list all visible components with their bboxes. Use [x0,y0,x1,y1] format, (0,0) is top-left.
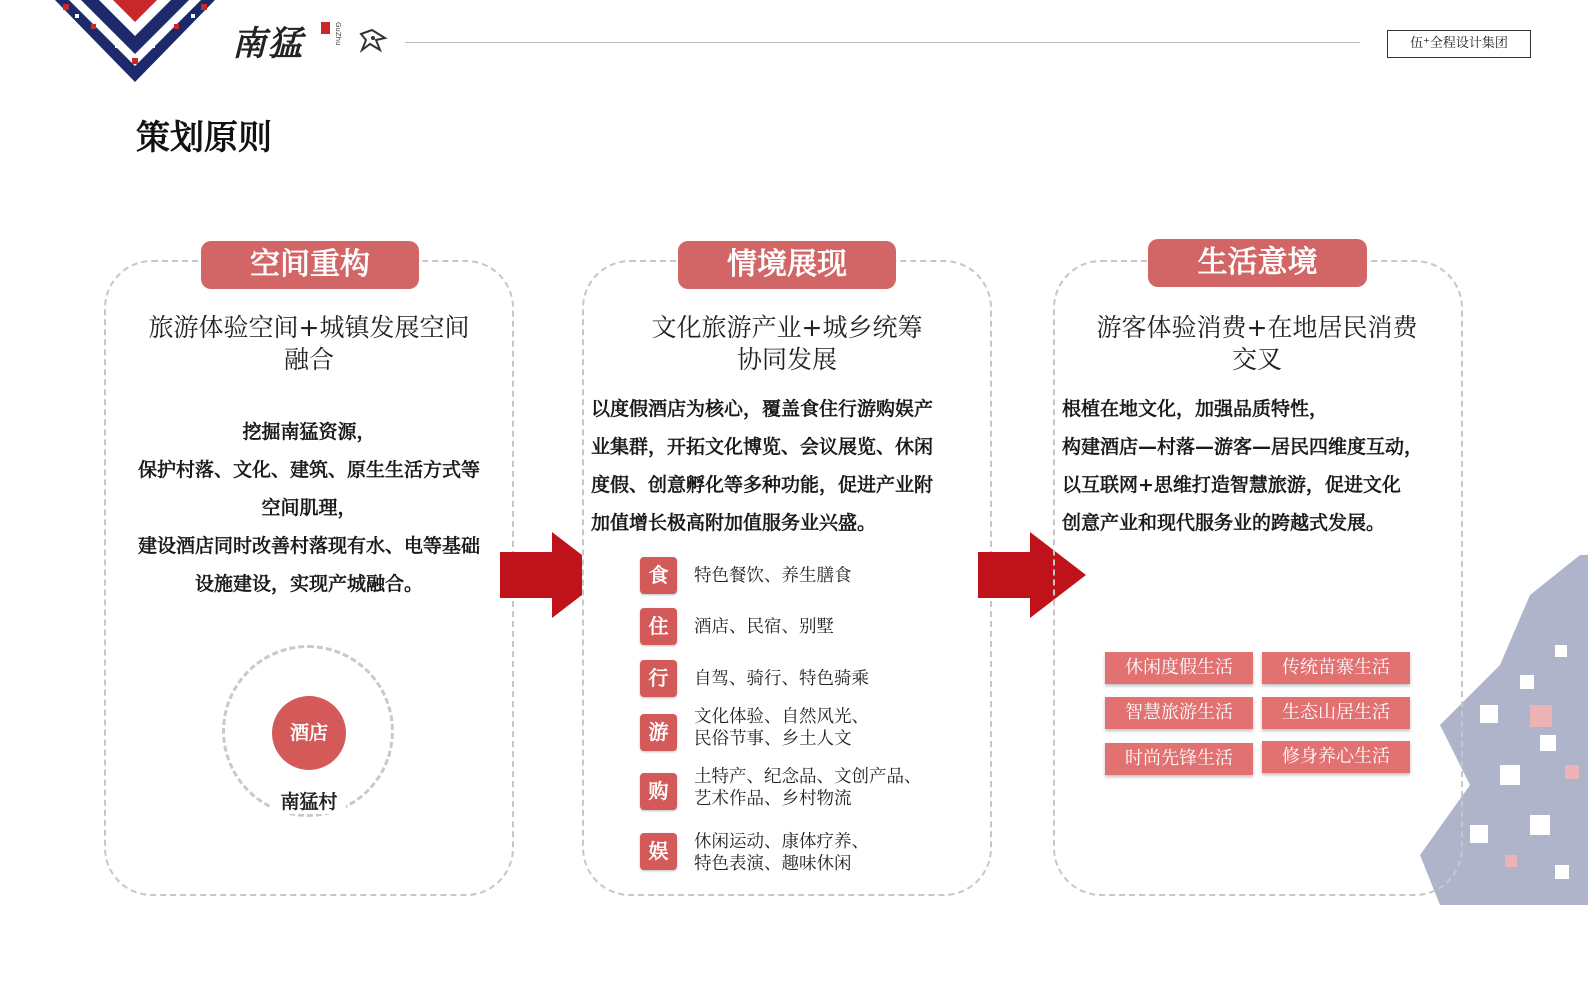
feature-line: 文化体验、自然风光、 [694,707,869,727]
feature-text [694,766,922,810]
lifestyle-tag: 传统苗寨生活 [1262,652,1410,684]
desc-line: 保护村落、文化、建筑、原生生活方式等 [137,459,480,481]
panel-1-pill: 空间重构 [201,241,419,289]
feature-text [694,565,852,587]
red-seal-icon [321,22,330,34]
desc-line: 加值增长极高附加值服务业兴盛。 [591,512,877,534]
lifestyle-tag: 智慧旅游生活 [1105,697,1253,729]
brand-logo-text: 南猛 [232,24,304,64]
panel-3-pill: 生活意境 [1148,239,1367,287]
feature-line: 土特产、纪念品、文创产品、 [694,767,922,787]
brand-logo-subtext: GuZhu [334,22,342,46]
feature-icon-stay: 住 [640,608,677,645]
lifestyle-tag: 时尚先锋生活 [1105,743,1253,775]
panel-2-pill: 情境展现 [678,241,896,289]
feature-text [694,616,834,638]
desc-line: 建设酒店同时改善村落现有水、电等基础 [137,535,480,557]
company-badge: 伍⁺全程设计集团 [1387,30,1531,58]
lifestyle-tag: 修身养心生活 [1262,741,1410,773]
panel-2-description [591,390,981,542]
feature-line: 特色餐饮、养生膳食 [694,566,852,586]
desc-line: 创意产业和现代服务业的跨越式发展。 [1062,512,1386,534]
feature-text [694,706,869,750]
panel-2-subtitle-line2: 协同发展 [736,345,837,374]
feature-icon-shop: 购 [640,773,677,810]
hotel-circle: 酒店 [272,696,346,770]
desc-line: 度假、创意孵化等多种功能，促进产业附 [591,474,934,496]
panel-1-subtitle-line1: 旅游体验空间+城镇发展空间 [148,313,470,342]
desc-line: 空间肌理， [261,497,357,519]
panel-1-description [109,413,509,603]
feature-icon-entertainment: 娱 [640,833,677,870]
desc-line: 以度假酒店为核心，覆盖食住行游购娱产 [591,398,934,420]
page-title: 策划原则 [136,118,272,158]
desc-line: 业集群，开拓文化博览、会议展览、休闲 [591,436,934,458]
desc-line: 挖掘南猛资源， [242,421,376,443]
feature-line: 自驾、骑行、特色骑乘 [694,669,869,689]
village-label: 南猛村 [272,787,346,814]
lifestyle-tag: 生态山居生活 [1262,697,1410,729]
panel-3-description [1062,390,1462,542]
bird-emblem-icon [358,26,388,56]
desc-line: 根植在地文化，加强品质特性， [1062,398,1329,420]
panel-3-subtitle-line2: 交叉 [1231,345,1282,374]
feature-line: 特色表演、趣味休闲 [694,854,852,874]
feature-text [694,831,869,875]
lifestyle-tag: 休闲度假生活 [1105,652,1253,684]
feature-icon-travel: 行 [640,660,677,697]
panel-3-subtitle-line1: 游客体验消费+在地居民消费 [1096,313,1418,342]
desc-line: 构建酒店—村落—游客—居民四维度互动， [1062,436,1424,458]
panel-1-subtitle-line2: 融合 [283,345,334,374]
feature-icon-food: 食 [640,557,677,594]
feature-icon-tour: 游 [640,714,677,751]
feature-line: 艺术作品、乡村物流 [694,789,852,809]
feature-line: 酒店、民宿、别墅 [694,617,834,637]
feature-line: 休闲运动、康体疗养、 [694,832,869,852]
desc-line: 设施建设，实现产城融合。 [194,573,423,595]
feature-line: 民俗节事、乡土人文 [694,729,852,749]
panel-2-subtitle-line1: 文化旅游产业+城乡统筹 [651,313,923,342]
ethnic-pattern-decoration [55,0,215,82]
feature-text [694,668,869,690]
header-divider [405,42,1360,43]
desc-line: 以互联网+思维打造智慧旅游，促进文化 [1062,474,1401,496]
